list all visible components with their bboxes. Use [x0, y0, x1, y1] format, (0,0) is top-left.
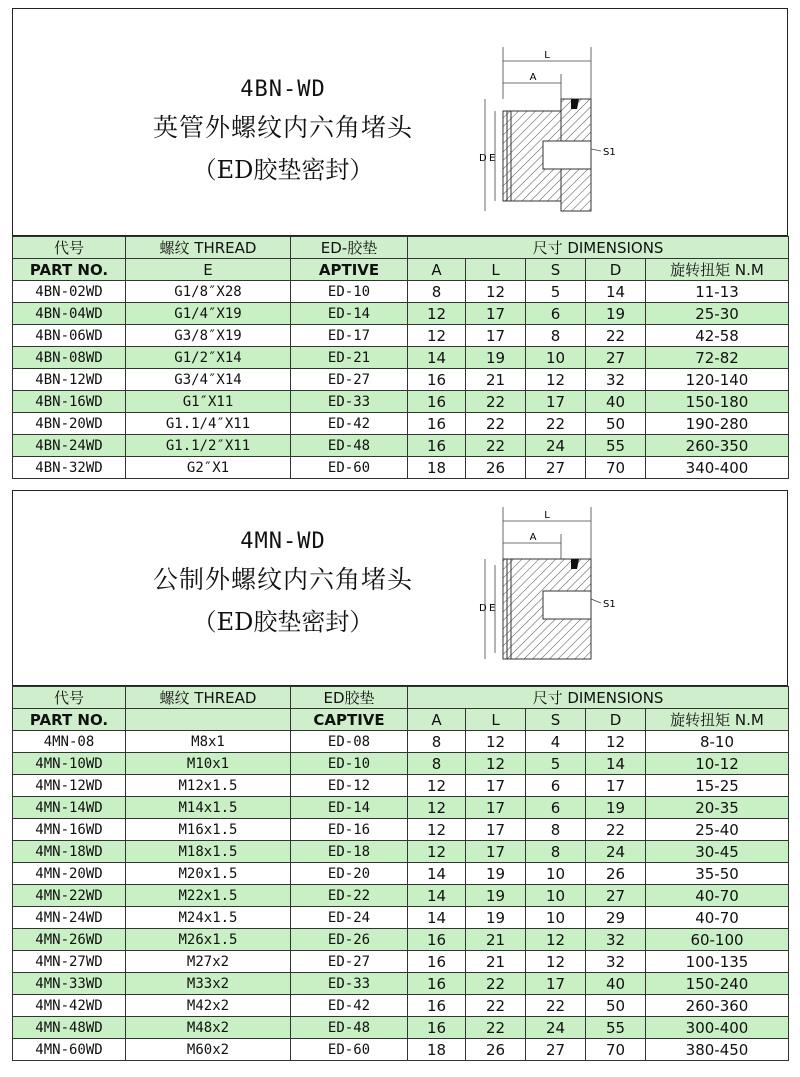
- captive-cell: ED-48: [291, 1017, 408, 1039]
- header-dimensions: 尺寸 DIMENSIONS: [408, 237, 789, 259]
- captive-cell: ED-42: [291, 995, 408, 1017]
- title-block: [123, 77, 443, 185]
- dim-d-cell: 29: [586, 907, 646, 929]
- title-block: [123, 529, 443, 637]
- thread-cell: M10x1: [126, 753, 291, 775]
- part-no-cell: 4BN-16WD: [13, 391, 126, 413]
- part-no-cell: 4BN-06WD: [13, 325, 126, 347]
- thread-cell: G1/8″X28: [126, 281, 291, 303]
- dim-s-cell: 24: [526, 435, 586, 457]
- dim-l-cell: 22: [466, 973, 526, 995]
- part-no-cell: 4MN-26WD: [13, 929, 126, 951]
- torque-cell: 380-450: [646, 1039, 789, 1061]
- captive-cell: ED-10: [291, 281, 408, 303]
- table-row: [13, 731, 789, 753]
- table-row: [13, 413, 789, 435]
- table-row: [13, 457, 789, 479]
- dim-d-cell: 24: [586, 841, 646, 863]
- header-d: D: [586, 259, 646, 281]
- torque-cell: 60-100: [646, 929, 789, 951]
- dim-a-cell: 16: [408, 369, 466, 391]
- table-row: [13, 1039, 789, 1061]
- part-no-cell: 4BN-04WD: [13, 303, 126, 325]
- header-captive: APTIVE: [291, 259, 408, 281]
- dim-d-cell: 27: [586, 885, 646, 907]
- table-row: [13, 951, 789, 973]
- table-row: [13, 973, 789, 995]
- captive-cell: ED-42: [291, 413, 408, 435]
- torque-cell: 300-400: [646, 1017, 789, 1039]
- torque-cell: 42-58: [646, 325, 789, 347]
- dim-l-cell: 12: [466, 753, 526, 775]
- table-row: [13, 907, 789, 929]
- header-ed: ED-胶垫: [291, 237, 408, 259]
- part-no-cell: 4BN-20WD: [13, 413, 126, 435]
- dim-l-cell: 22: [466, 435, 526, 457]
- thread-cell: G1/4″X19: [126, 303, 291, 325]
- spec-table-body: [13, 281, 789, 479]
- part-no-cell: 4MN-24WD: [13, 907, 126, 929]
- dim-a-cell: 14: [408, 885, 466, 907]
- table-row: [13, 885, 789, 907]
- header-part-no: PART NO.: [13, 709, 126, 731]
- part-no-cell: 4BN-08WD: [13, 347, 126, 369]
- part-no-cell: 4MN-48WD: [13, 1017, 126, 1039]
- dim-a-cell: 8: [408, 281, 466, 303]
- dim-s-cell: 4: [526, 731, 586, 753]
- table-row: [13, 325, 789, 347]
- captive-cell: ED-14: [291, 303, 408, 325]
- dim-s-cell: 27: [526, 1039, 586, 1061]
- dim-a-cell: 12: [408, 797, 466, 819]
- label-a: A: [529, 72, 537, 83]
- torque-cell: 150-240: [646, 973, 789, 995]
- table-row: [13, 303, 789, 325]
- thread-cell: M18x1.5: [126, 841, 291, 863]
- header-a: A: [408, 259, 466, 281]
- dim-a-cell: 16: [408, 929, 466, 951]
- dim-s-cell: 12: [526, 929, 586, 951]
- captive-cell: ED-22: [291, 885, 408, 907]
- dim-d-cell: 12: [586, 731, 646, 753]
- dim-a-cell: 12: [408, 325, 466, 347]
- torque-cell: 120-140: [646, 369, 789, 391]
- part-no-cell: 4MN-33WD: [13, 973, 126, 995]
- dim-s-cell: 10: [526, 863, 586, 885]
- dim-a-cell: 12: [408, 775, 466, 797]
- thread-cell: G1.1/4″X11: [126, 413, 291, 435]
- header-torque: 旋转扭矩 N.M: [646, 709, 789, 731]
- dim-s-cell: 8: [526, 819, 586, 841]
- label-e: E: [489, 153, 496, 164]
- dim-l-cell: 19: [466, 885, 526, 907]
- dim-s-cell: 8: [526, 325, 586, 347]
- dim-s-cell: 12: [526, 369, 586, 391]
- header-part-no: PART NO.: [13, 259, 126, 281]
- spec-table: [12, 236, 789, 479]
- captive-cell: ED-20: [291, 863, 408, 885]
- product-subtitle: （ED胶垫密封）: [192, 156, 374, 184]
- part-no-cell: 4BN-12WD: [13, 369, 126, 391]
- torque-cell: 15-25: [646, 775, 789, 797]
- part-no-cell: 4MN-10WD: [13, 753, 126, 775]
- part-no-cell: 4BN-02WD: [13, 281, 126, 303]
- part-no-cell: 4MN-08: [13, 731, 126, 753]
- captive-cell: ED-60: [291, 1039, 408, 1061]
- captive-cell: ED-12: [291, 775, 408, 797]
- header-code-cn: 代号: [13, 237, 126, 259]
- label-d: D: [479, 603, 487, 614]
- product-subtitle: （ED胶垫密封）: [192, 608, 374, 636]
- dim-d-cell: 55: [586, 435, 646, 457]
- label-a: A: [529, 532, 537, 543]
- header-torque: 旋转扭矩 N.M: [646, 259, 789, 281]
- dim-s-cell: 17: [526, 391, 586, 413]
- dim-d-cell: 22: [586, 819, 646, 841]
- part-no-cell: 4MN-18WD: [13, 841, 126, 863]
- dim-s-cell: 10: [526, 885, 586, 907]
- dim-l-cell: 17: [466, 303, 526, 325]
- dim-d-cell: 70: [586, 1039, 646, 1061]
- dim-d-cell: 32: [586, 951, 646, 973]
- dim-d-cell: 55: [586, 1017, 646, 1039]
- thread-cell: M33x2: [126, 973, 291, 995]
- dim-d-cell: 27: [586, 347, 646, 369]
- dim-a-cell: 16: [408, 1017, 466, 1039]
- header-a: A: [408, 709, 466, 731]
- dim-l-cell: 17: [466, 775, 526, 797]
- thread-cell: M14x1.5: [126, 797, 291, 819]
- torque-cell: 260-360: [646, 995, 789, 1017]
- label-s1: S1: [603, 147, 616, 158]
- header-s: S: [526, 259, 586, 281]
- table-row: [13, 841, 789, 863]
- captive-cell: ED-24: [291, 907, 408, 929]
- dim-a-cell: 12: [408, 841, 466, 863]
- dim-s-cell: 5: [526, 281, 586, 303]
- torque-cell: 20-35: [646, 797, 789, 819]
- part-no-cell: 4MN-14WD: [13, 797, 126, 819]
- torque-cell: 190-280: [646, 413, 789, 435]
- label-d: D: [479, 153, 487, 164]
- thread-cell: M22x1.5: [126, 885, 291, 907]
- header-code-cn: 代号: [13, 687, 126, 709]
- table-row: [13, 369, 789, 391]
- dim-l-cell: 17: [466, 841, 526, 863]
- dim-s-cell: 17: [526, 973, 586, 995]
- dim-s-cell: 5: [526, 753, 586, 775]
- dim-s-cell: 22: [526, 413, 586, 435]
- part-no-cell: 4MN-42WD: [13, 995, 126, 1017]
- table-row: [13, 753, 789, 775]
- captive-cell: ED-27: [291, 369, 408, 391]
- table-row: [13, 797, 789, 819]
- product-header: [12, 490, 788, 686]
- part-no-cell: 4MN-12WD: [13, 775, 126, 797]
- label-l: L: [544, 50, 550, 61]
- dim-l-cell: 21: [466, 951, 526, 973]
- captive-cell: ED-48: [291, 435, 408, 457]
- captive-cell: ED-33: [291, 391, 408, 413]
- header-l: L: [466, 259, 526, 281]
- dim-l-cell: 21: [466, 929, 526, 951]
- torque-cell: 40-70: [646, 885, 789, 907]
- dim-s-cell: 10: [526, 347, 586, 369]
- header-thread: 螺纹 THREAD: [126, 687, 291, 709]
- dim-l-cell: 17: [466, 325, 526, 347]
- part-no-cell: 4MN-22WD: [13, 885, 126, 907]
- dim-a-cell: 18: [408, 457, 466, 479]
- captive-cell: ED-27: [291, 951, 408, 973]
- dim-s-cell: 8: [526, 841, 586, 863]
- thread-cell: M26x1.5: [126, 929, 291, 951]
- dim-d-cell: 17: [586, 775, 646, 797]
- dim-l-cell: 26: [466, 457, 526, 479]
- dim-l-cell: 26: [466, 1039, 526, 1061]
- torque-cell: 35-50: [646, 863, 789, 885]
- table-row: [13, 281, 789, 303]
- product-code: 4BN-WD: [240, 77, 326, 102]
- dim-a-cell: 12: [408, 303, 466, 325]
- thread-cell: M20x1.5: [126, 863, 291, 885]
- dim-l-cell: 19: [466, 907, 526, 929]
- captive-cell: ED-17: [291, 325, 408, 347]
- thread-cell: M12x1.5: [126, 775, 291, 797]
- dim-d-cell: 32: [586, 369, 646, 391]
- dim-s-cell: 6: [526, 775, 586, 797]
- captive-cell: ED-60: [291, 457, 408, 479]
- dim-d-cell: 26: [586, 863, 646, 885]
- part-no-cell: 4BN-24WD: [13, 435, 126, 457]
- header-l: L: [466, 709, 526, 731]
- dim-a-cell: 16: [408, 413, 466, 435]
- header-captive: CAPTIVE: [291, 709, 408, 731]
- thread-cell: G3/8″X19: [126, 325, 291, 347]
- header-s: S: [526, 709, 586, 731]
- part-no-cell: 4MN-16WD: [13, 819, 126, 841]
- torque-cell: 340-400: [646, 457, 789, 479]
- thread-cell: M16x1.5: [126, 819, 291, 841]
- torque-cell: 260-350: [646, 435, 789, 457]
- dim-l-cell: 22: [466, 391, 526, 413]
- thread-cell: M27x2: [126, 951, 291, 973]
- dim-l-cell: 17: [466, 819, 526, 841]
- dim-a-cell: 14: [408, 347, 466, 369]
- thread-cell: G1.1/2″X11: [126, 435, 291, 457]
- dim-s-cell: 27: [526, 457, 586, 479]
- spec-table: [12, 686, 789, 1061]
- dim-a-cell: 16: [408, 973, 466, 995]
- dim-a-cell: 16: [408, 951, 466, 973]
- dim-s-cell: 6: [526, 797, 586, 819]
- dim-d-cell: 22: [586, 325, 646, 347]
- dim-s-cell: 24: [526, 1017, 586, 1039]
- captive-cell: ED-21: [291, 347, 408, 369]
- dim-d-cell: 19: [586, 303, 646, 325]
- table-row: [13, 863, 789, 885]
- thread-cell: M42x2: [126, 995, 291, 1017]
- dim-a-cell: 8: [408, 731, 466, 753]
- table-row: [13, 819, 789, 841]
- table-row: [13, 1017, 789, 1039]
- torque-cell: 25-30: [646, 303, 789, 325]
- dim-l-cell: 22: [466, 1017, 526, 1039]
- product-title: 英管外螺纹内六角堵头: [152, 113, 413, 142]
- dim-l-cell: 12: [466, 281, 526, 303]
- dim-a-cell: 16: [408, 435, 466, 457]
- dim-a-cell: 8: [408, 753, 466, 775]
- section-4mn-wd: [12, 490, 788, 1070]
- header-dimensions: 尺寸 DIMENSIONS: [408, 687, 789, 709]
- dim-a-cell: 14: [408, 863, 466, 885]
- thread-cell: G3/4″X14: [126, 369, 291, 391]
- torque-cell: 25-40: [646, 819, 789, 841]
- section-4bn-wd: [12, 8, 788, 478]
- part-no-cell: 4MN-20WD: [13, 863, 126, 885]
- dim-d-cell: 32: [586, 929, 646, 951]
- dim-d-cell: 40: [586, 391, 646, 413]
- table-row: [13, 391, 789, 413]
- label-l: L: [544, 510, 550, 521]
- torque-cell: 150-180: [646, 391, 789, 413]
- thread-cell: M8x1: [126, 731, 291, 753]
- dim-s-cell: 12: [526, 951, 586, 973]
- dim-l-cell: 12: [466, 731, 526, 753]
- dim-a-cell: 16: [408, 995, 466, 1017]
- part-no-cell: 4MN-27WD: [13, 951, 126, 973]
- header-thread-e: [126, 709, 291, 731]
- torque-cell: 100-135: [646, 951, 789, 973]
- dim-s-cell: 6: [526, 303, 586, 325]
- dim-l-cell: 19: [466, 863, 526, 885]
- dim-a-cell: 18: [408, 1039, 466, 1061]
- captive-cell: ED-33: [291, 973, 408, 995]
- dim-a-cell: 16: [408, 391, 466, 413]
- plug-drawing: [463, 39, 623, 214]
- header-ed: ED胶垫: [291, 687, 408, 709]
- dim-d-cell: 14: [586, 281, 646, 303]
- dim-d-cell: 40: [586, 973, 646, 995]
- product-code: 4MN-WD: [240, 529, 326, 554]
- captive-cell: ED-08: [291, 731, 408, 753]
- captive-cell: ED-26: [291, 929, 408, 951]
- dim-a-cell: 14: [408, 907, 466, 929]
- dim-a-cell: 12: [408, 819, 466, 841]
- dim-l-cell: 22: [466, 413, 526, 435]
- part-no-cell: 4BN-32WD: [13, 457, 126, 479]
- torque-cell: 11-13: [646, 281, 789, 303]
- dim-l-cell: 19: [466, 347, 526, 369]
- thread-cell: G1″X11: [126, 391, 291, 413]
- table-row: [13, 347, 789, 369]
- dim-s-cell: 22: [526, 995, 586, 1017]
- thread-cell: G2″X1: [126, 457, 291, 479]
- dim-d-cell: 14: [586, 753, 646, 775]
- table-row: [13, 995, 789, 1017]
- torque-cell: 30-45: [646, 841, 789, 863]
- header-d: D: [586, 709, 646, 731]
- label-s1: S1: [603, 599, 616, 610]
- header-thread: 螺纹 THREAD: [126, 237, 291, 259]
- plug-drawing: [463, 499, 623, 674]
- dim-d-cell: 70: [586, 457, 646, 479]
- thread-cell: G1/2″X14: [126, 347, 291, 369]
- captive-cell: ED-18: [291, 841, 408, 863]
- table-row: [13, 929, 789, 951]
- label-e: E: [489, 603, 496, 614]
- dim-s-cell: 10: [526, 907, 586, 929]
- captive-cell: ED-16: [291, 819, 408, 841]
- captive-cell: ED-14: [291, 797, 408, 819]
- dim-d-cell: 19: [586, 797, 646, 819]
- dim-l-cell: 21: [466, 369, 526, 391]
- dim-d-cell: 50: [586, 995, 646, 1017]
- spec-table-body: [13, 731, 789, 1061]
- torque-cell: 10-12: [646, 753, 789, 775]
- thread-cell: M60x2: [126, 1039, 291, 1061]
- torque-cell: 8-10: [646, 731, 789, 753]
- dim-d-cell: 50: [586, 413, 646, 435]
- header-thread-e: E: [126, 259, 291, 281]
- part-no-cell: 4MN-60WD: [13, 1039, 126, 1061]
- table-row: [13, 435, 789, 457]
- product-title: 公制外螺纹内六角堵头: [152, 565, 413, 594]
- dim-l-cell: 17: [466, 797, 526, 819]
- product-header: [12, 8, 788, 236]
- captive-cell: ED-10: [291, 753, 408, 775]
- torque-cell: 72-82: [646, 347, 789, 369]
- thread-cell: M48x2: [126, 1017, 291, 1039]
- table-row: [13, 775, 789, 797]
- thread-cell: M24x1.5: [126, 907, 291, 929]
- torque-cell: 40-70: [646, 907, 789, 929]
- dim-l-cell: 22: [466, 995, 526, 1017]
